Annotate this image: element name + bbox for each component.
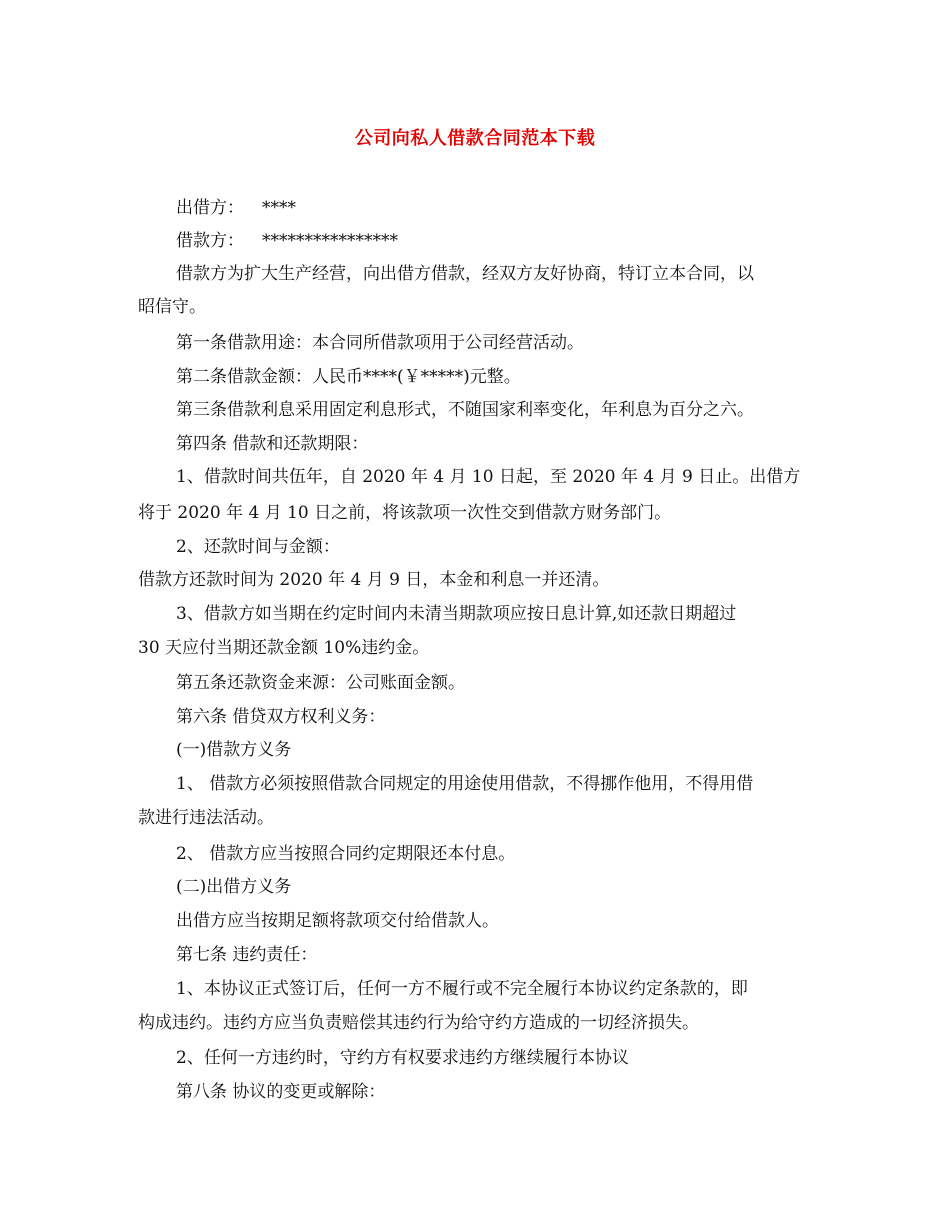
paragraph-line: 款进行违法活动。 [138, 808, 274, 828]
clause-heading: 第七条 违约责任： [176, 945, 318, 965]
clause-line: 第一条借款用途：本合同所借款项用于公司经营活动。 [176, 333, 584, 353]
lender-line [176, 198, 296, 218]
paragraph-line: 出借方应当按期足额将款项交付给借款人。 [176, 911, 499, 931]
clause-heading: 第六条 借贷双方权利义务： [176, 707, 386, 727]
paragraph-line: 2、任何一方违约时，守约方有权要求违约方继续履行本协议 [176, 1048, 629, 1068]
paragraph-line: 1、借款时间共伍年，自 2020 年 4 月 10 日起，至 2020 年 4 月 9 日止。出借方 [176, 467, 801, 487]
paragraph-line: 构成违约。违约方应当负责赔偿其违约行为给守约方造成的一切经济损失。 [138, 1013, 699, 1033]
document-title: 公司向私人借款合同范本下载 [354, 128, 596, 149]
clause-line: 第五条还款资金来源：公司账面金额。 [176, 673, 465, 693]
clause-heading: 第四条 借款和还款期限： [176, 434, 369, 454]
clause-line: 第三条借款利息采用固定利息形式，不随国家利率变化，年利息为百分之六。 [176, 400, 754, 420]
clause-heading: 第八条 协议的变更或解除： [176, 1082, 386, 1102]
paragraph-line: 将于 2020 年 4 月 10 日之前，将该款项一次性交到借款方财务部门。 [138, 503, 672, 523]
paragraph-line: 2、还款时间与金额： [176, 537, 340, 557]
paragraph-line: 借款方还款时间为 2020 年 4 月 9 日，本金和利息一并还清。 [138, 570, 610, 590]
paragraph-line: 30 天应付当期还款金额 10%违约金。 [138, 638, 430, 658]
lender-value: **** [262, 198, 296, 218]
paragraph-line: 1、本协议正式签订后，任何一方不履行或不完全履行本协议约定条款的，即 [176, 979, 748, 999]
paragraph-line: 3、借款方如当期在约定时间内未清当期款项应按日息计算,如还款日期超过 [176, 604, 737, 624]
paragraph-line: 1、 借款方必须按照借款合同规定的用途使用借款，不得挪作他用，不得用借 [176, 774, 754, 794]
borrower-label: 借款方： [176, 231, 244, 251]
paragraph-line: 昭信守。 [138, 297, 206, 317]
borrower-value: **************** [262, 231, 398, 251]
paragraph-line: 借款方为扩大生产经营，向出借方借款，经双方友好协商，特订立本合同，以 [176, 264, 754, 284]
paragraph-line: 2、 借款方应当按照合同约定期限还本付息。 [176, 844, 516, 864]
lender-label: 出借方： [176, 198, 244, 218]
subsection-heading: (二)出借方义务 [176, 877, 292, 897]
subsection-heading: (一)借款方义务 [176, 740, 292, 760]
borrower-line [176, 231, 398, 251]
clause-line: 第二条借款金额：人民币****(￥*****)元整。 [176, 367, 521, 387]
